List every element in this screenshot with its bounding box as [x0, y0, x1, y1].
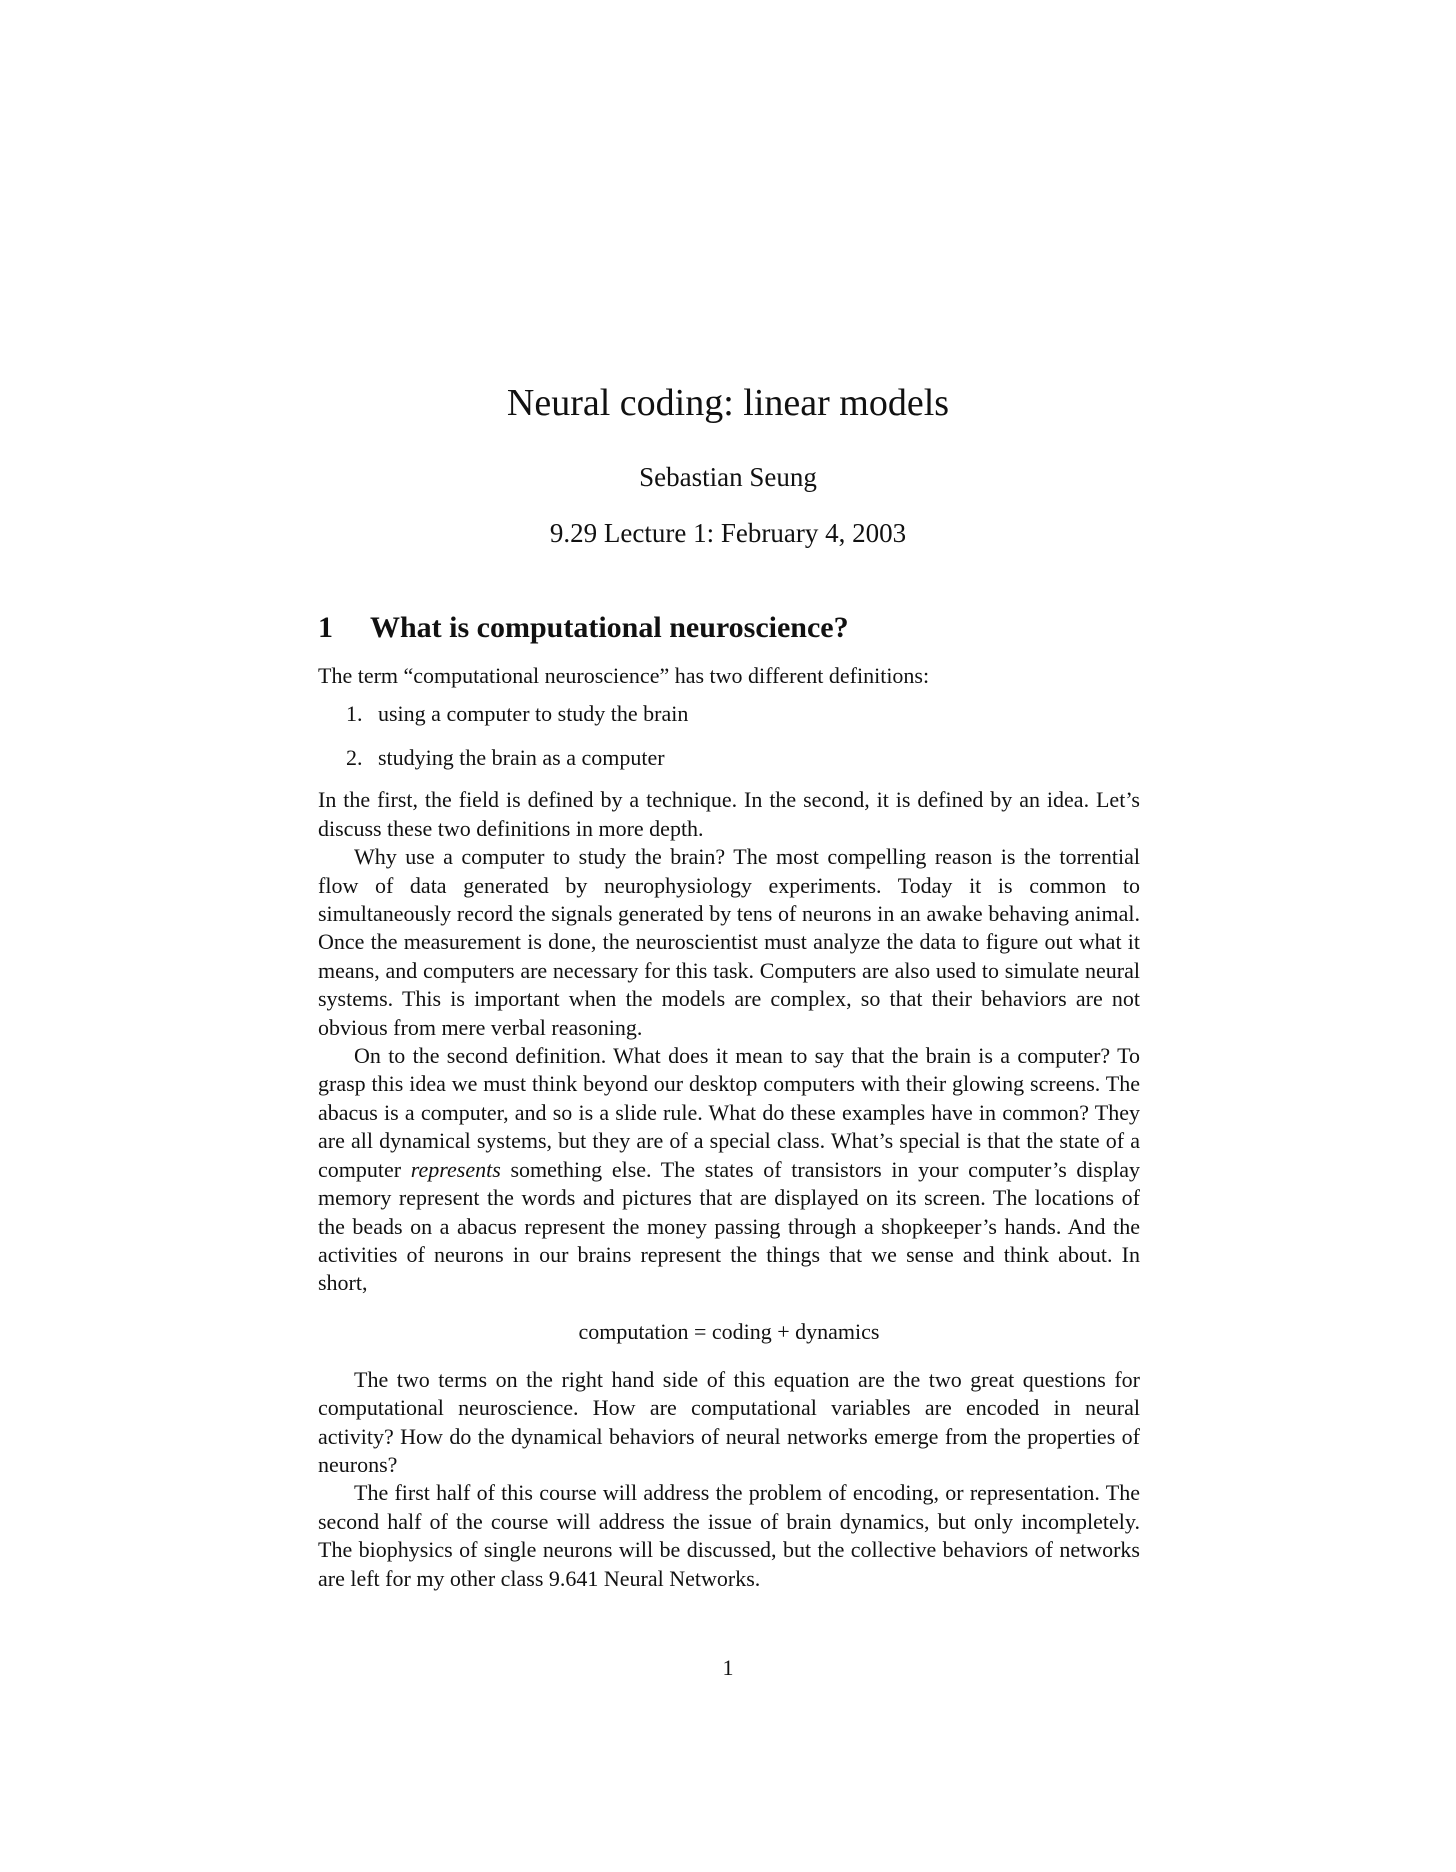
page-number: 1: [722, 1655, 734, 1680]
paragraph-why-computer: Why use a computer to study the brain? The most compelling reason is the torrential flow of data generated by neurophysiology experiments. Today it is common to simultaneously record the signals generated by tens of neurons in an awake behaving animal. Once the measurement is done, the neuroscientist must analyze the data to figure out what it means, and computers are necessary for this task. Computers are also used to simulate neural systems. This is important when the models are complex, so that their behaviors are not obvious from mere verbal reasoning.: [318, 844, 1140, 1040]
list-item: [346, 700, 1140, 728]
section-title: What is computational neuroscience?: [370, 611, 849, 644]
intro-paragraph: The term “computational neuroscience” has two different definitions:: [318, 663, 930, 688]
emphasis-represents: represents: [410, 1156, 501, 1182]
paragraph-brain-as-computer: [318, 1042, 1140, 1298]
list-item-text: studying the brain as a computer: [378, 745, 665, 771]
list-item: [346, 744, 1140, 772]
main-content: [318, 608, 1140, 1593]
paragraph-definitions-discussion: In the first, the field is defined by a technique. In the second, it is defined by an idea. Let’s discuss these two definitions in more depth.: [318, 787, 1140, 841]
section-heading: [318, 608, 1140, 648]
paragraph-course-outline: The first half of this course will address the problem of encoding, or representation. The second half of the course will address the issue of brain dynamics, but only incompletely. The biophysics of single neurons will be discussed, but the collective behaviors of networks are left for my other class 9.641 Neural Networks.: [318, 1480, 1140, 1591]
list-marker: 1.: [346, 701, 363, 727]
paper-title: Neural coding: linear models: [506, 382, 950, 424]
list-item-text: using a computer to study the brain: [378, 701, 689, 727]
author-name: Sebastian Seung: [639, 462, 817, 492]
equation: computation = coding + dynamics: [578, 1318, 880, 1344]
paragraph-two-questions: The two terms on the right hand side of this equation are the two great questions for computational neuroscience. How are computational variables are encoded in neural activity? How do the dynamical behaviors of neural networks emerge from the properties of neurons?: [318, 1366, 1140, 1477]
paragraph-text-after: something else. The states of transistors in your computer’s display memory represent the words and pictures that are displayed on its screen. The locations of the beads on a abacus represent the money passing through a shopkeeper’s hands. And the activities of neurons in our brains represent the things that we sense and think about. In short,: [318, 1156, 1140, 1296]
definitions-list: [318, 700, 1140, 772]
list-marker: 2.: [346, 745, 363, 771]
lecture-date-line: 9.29 Lecture 1: February 4, 2003: [549, 518, 907, 548]
section-number: 1: [318, 611, 333, 644]
paragraph-text-before: On to the second definition. What does it mean to say that the brain is a computer? To grasp this idea we must think beyond our desktop computers with their glowing screens. The abacus is a computer, and so is a slide rule. What do these examples have in common? They are all dynamical systems, but they are of a special class. What’s special is that the state of a computer: [318, 1043, 1140, 1182]
